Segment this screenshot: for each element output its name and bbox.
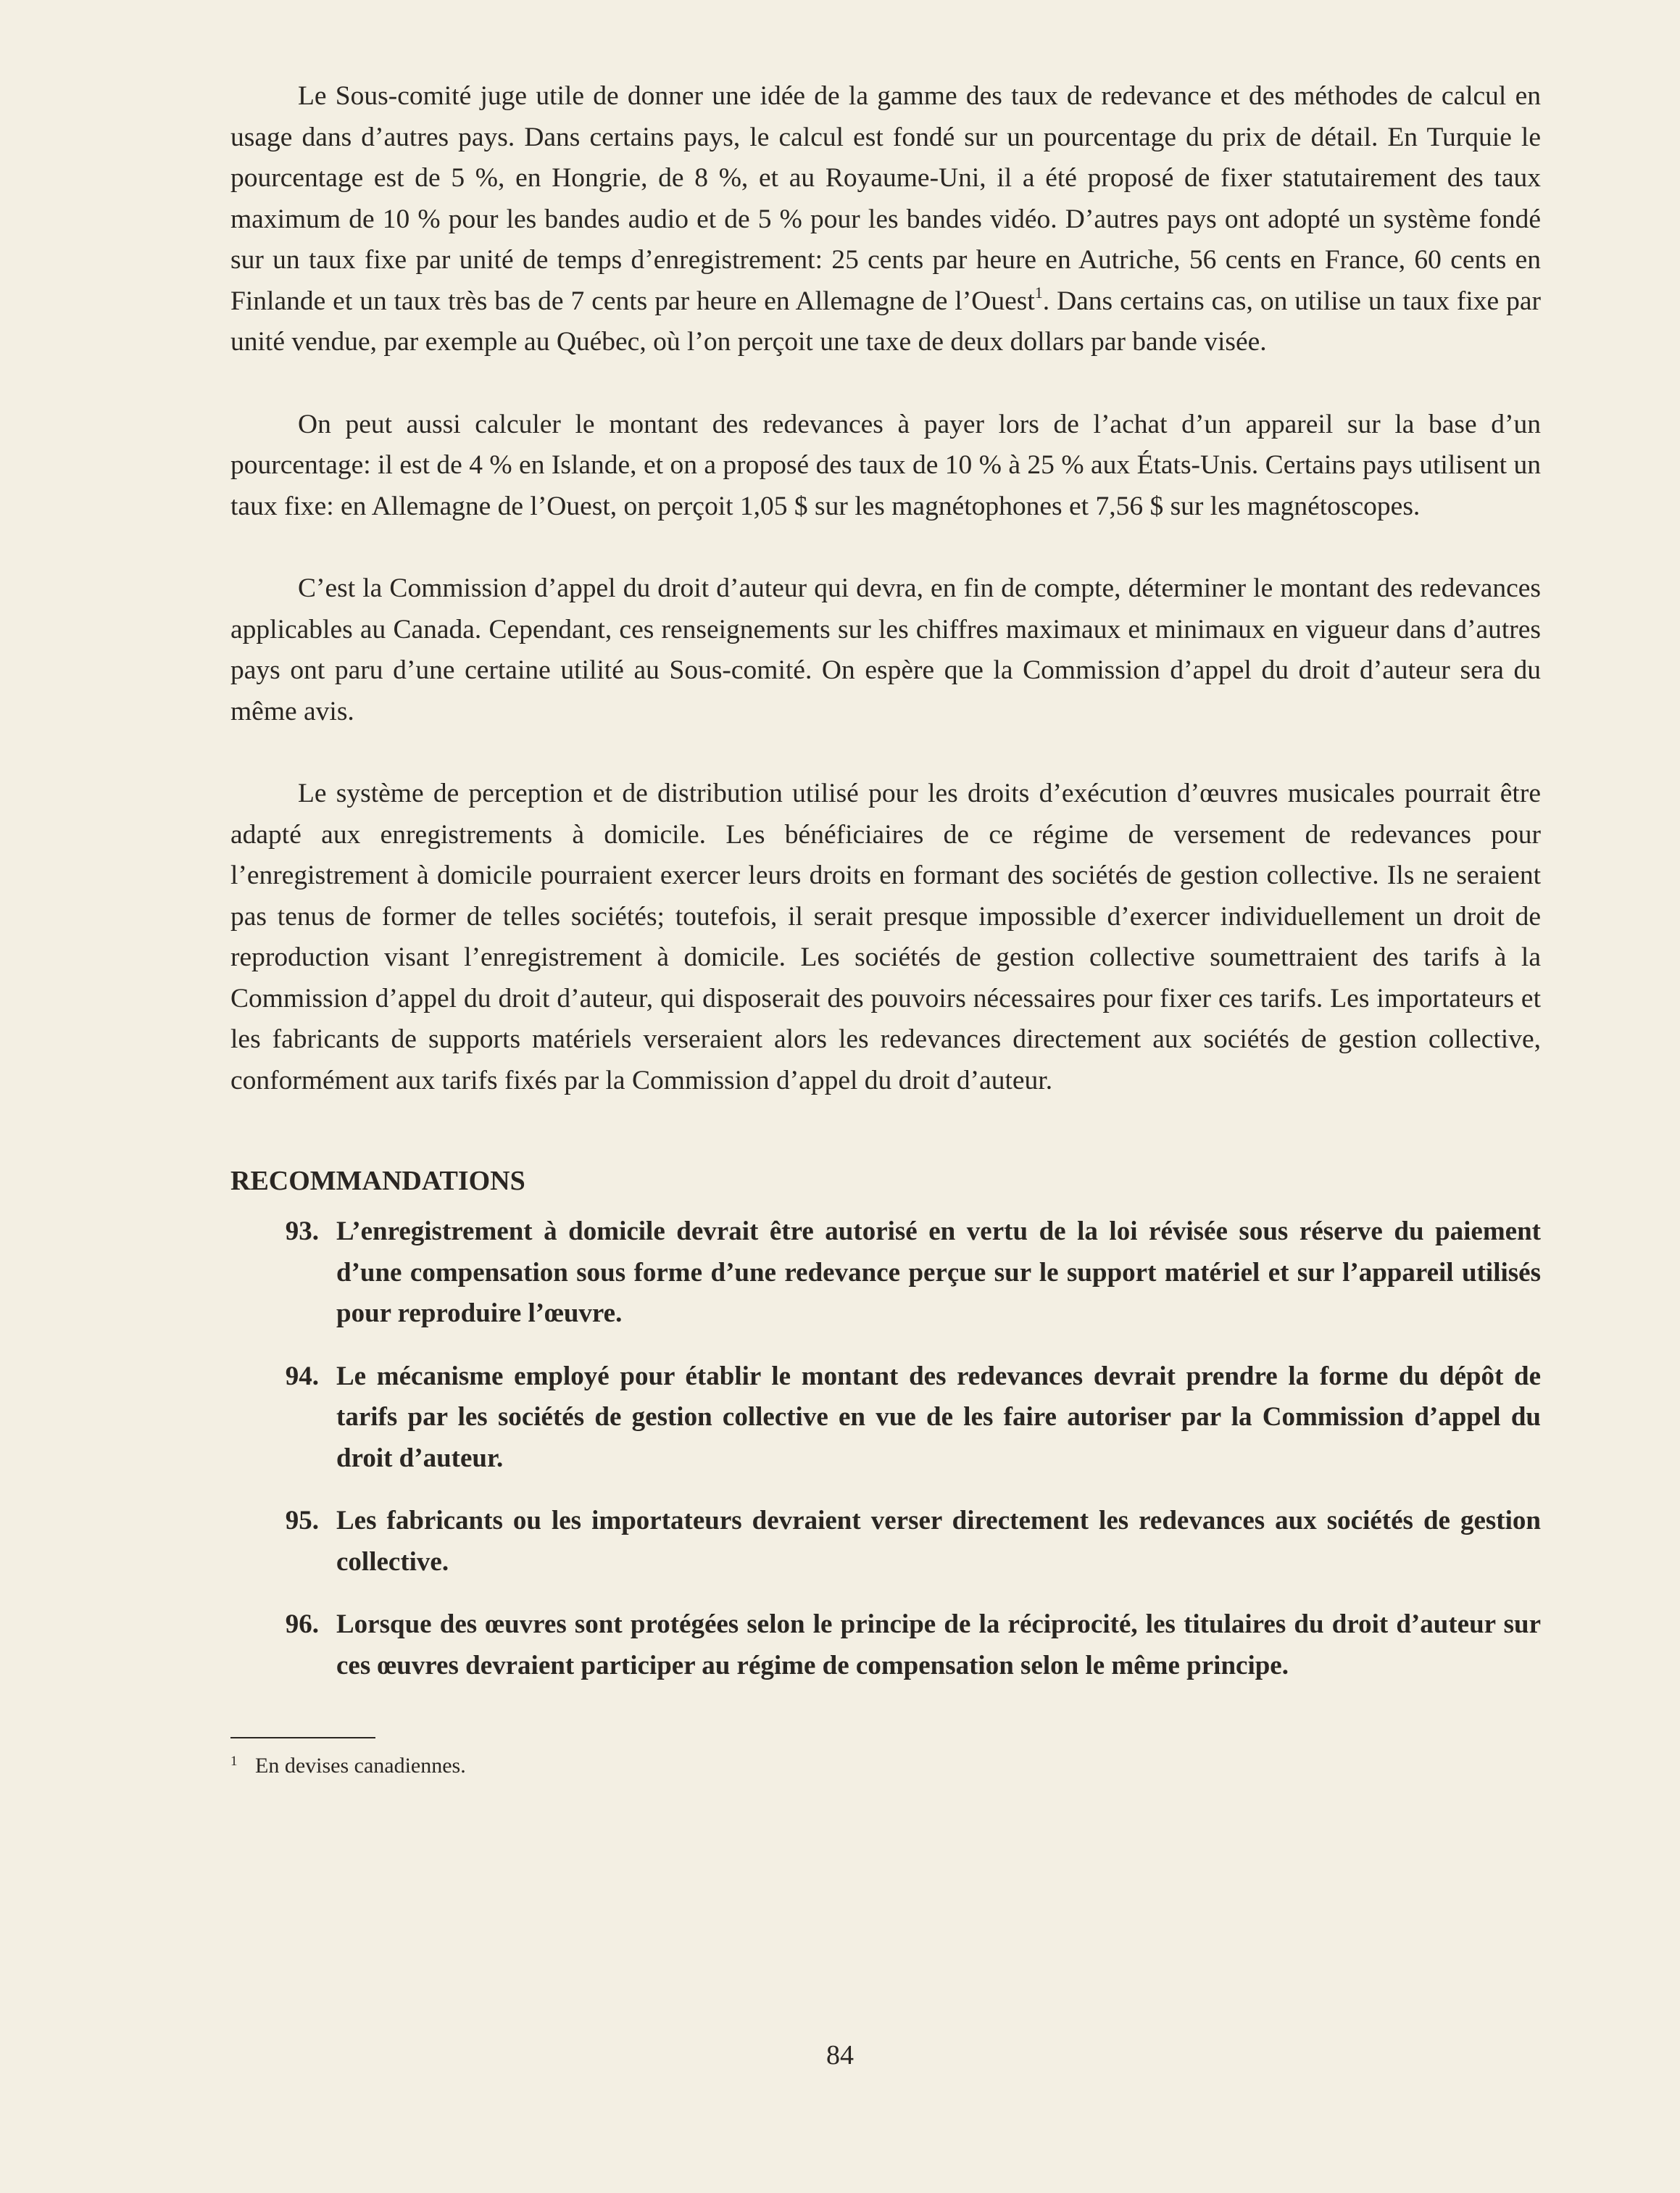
footnote-text: En devises canadiennes. [255, 1754, 466, 1778]
footnote-mark: 1 [230, 1754, 238, 1769]
paragraph-device-levy: On peut aussi calculer le montant des redevances à payer lors de l’achat d’un appareil sur la base d’un pourcentage: il est de 4 % en Islande, et on a proposé des taux de 10 % à 25 % aux États-Unis. Certains pays utilisent un taux fixe: en Allemagne de l’Ouest, on perçoit 1,05 $ sur les magnétophones et 7,56 $ sur les magnétoscopes. [230, 409, 1541, 521]
recommendation-item [230, 1211, 1541, 1335]
page-number: 84 [826, 2040, 854, 2070]
paragraph-copyright-board: C’est la Commission d’appel du droit d’auteur qui devra, en fin de compte, déterminer le montant des redevances applicables au Canada. Cependant, ces renseignements sur les chiffres maximaux et minimaux en vigueur dans d’autres pays ont paru d’une certaine utilité au Sous-comité. On espère que la Commission d’appel du droit d’auteur sera du même avis. [230, 573, 1541, 726]
recommendation-text: L’enregistrement à domicile devrait être autorisé en vertu de la loi révisée sous réserve du paiement d’une compensation sous forme d’une redevance perçue sur le support matériel et sur l’appareil utilisés pour reproduire l’œuvre. [336, 1216, 1541, 1328]
paragraph-collection-system: Le système de perception et de distribution utilisé pour les droits d’exécution d’œuvres musicales pourrait être adapté aux enregistrements à domicile. Les bénéficiaires de ce régime de versement de redevances pour l’enregistrement à domicile pourraient exercer leurs droits en formant des sociétés de gestion collective. Ils ne seraient pas tenus de former de telles sociétés; toutefois, il serait presque impossible d’exercer individuellement un droit de reproduction visant l’enregistrement à domicile. Les sociétés de gestion collective soumettraient des tarifs à la Commission d’appel du droit d’auteur, qui disposerait des pouvoirs nécessaires pour fixer ces tarifs. Les importateurs et les fabricants de supports matériels verseraient alors les redevances directement aux sociétés de gestion collective, conformément aux tarifs fixés par la Commission d’appel du droit d’auteur. [230, 779, 1541, 1095]
footnote-divider [230, 1737, 375, 1738]
recommendations-list [230, 1211, 1541, 1686]
recommendation-text: Les fabricants ou les importateurs devraient verser directement les redevances aux sociétés de gestion collective. [336, 1506, 1541, 1577]
section-heading: RECOMMANDATIONS [230, 1166, 525, 1196]
recommendation-number: 95. [285, 1506, 319, 1535]
recommendation-item [230, 1501, 1541, 1583]
paragraph-text-continued: . Dans certains cas, on utilise un taux fixe par unité vendue, par exemple au Québec, où l’on perçoit une taxe de deux dollars par bande visée. [230, 286, 1541, 357]
recommendation-text: Lorsque des œuvres sont protégées selon le principe de la réciprocité, les titulaires du droit d’auteur sur ces œuvres devraient participer au régime de compensation selon le même principe. [336, 1609, 1541, 1680]
recommendation-number: 93. [285, 1216, 319, 1246]
recommendation-item [230, 1604, 1541, 1686]
paragraph-text: Le Sous-comité juge utile de donner une idée de la gamme des taux de redevance et des méthodes de calcul en usage dans d’autres pays. Dans certains pays, le calcul est fondé sur un pourcentage du prix de détail. En Turquie le pourcentage est de 5 %, en Hongrie, de 8 %, et au Royaume-Uni, il a été proposé de fixer statutairement des taux maximum de 10 % pour les bandes audio et de 5 % pour les bandes vidéo. D’autres pays ont adopté un système fondé sur un taux fixe par unité de temps d’enregistrement: 25 cents par heure en Autriche, 56 cents en France, 60 cents en Finlande et un taux très bas de 7 cents par heure en Allemagne de l’Ouest [230, 81, 1541, 316]
page-body [230, 76, 1541, 1780]
recommendation-number: 96. [285, 1609, 319, 1639]
footnote-reference: 1 [1034, 283, 1043, 302]
recommendation-item [230, 1356, 1541, 1480]
recommendation-text: Le mécanisme employé pour établir le montant des redevances devrait prendre la forme du dépôt de tarifs par les sociétés de gestion collective en vue de les faire autoriser par la Commission d’appel du droit d’auteur. [336, 1361, 1541, 1473]
recommendation-number: 94. [285, 1361, 319, 1391]
footnote [230, 1752, 1541, 1780]
paragraph-rate-examples [230, 76, 1541, 363]
